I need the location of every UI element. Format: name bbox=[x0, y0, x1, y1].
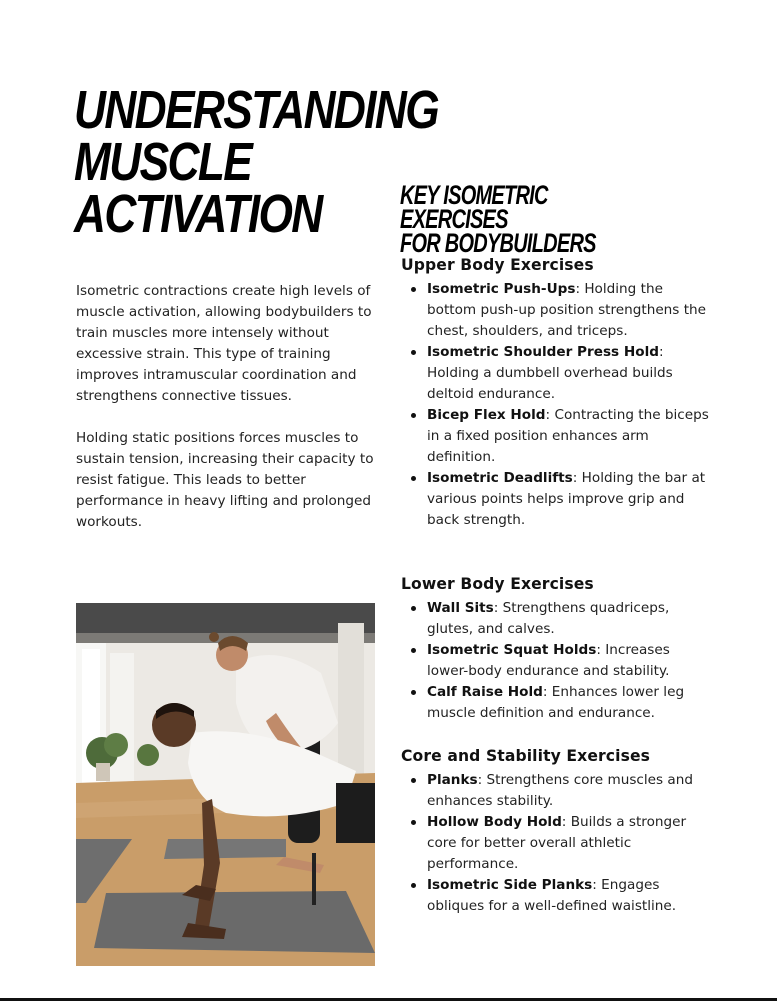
core-stability-section bbox=[401, 746, 711, 917]
exercise-list bbox=[401, 279, 711, 531]
exercise-name: Isometric Squat Holds bbox=[427, 642, 597, 658]
exercise-desc: : Holding a dumbbell overhead builds deltoid endurance. bbox=[427, 344, 673, 402]
exercise-desc: : Strengthens quadriceps, glutes, and calves. bbox=[427, 600, 670, 637]
section-heading: Upper Body Exercises bbox=[401, 256, 594, 274]
exercise-desc: : Holding the bar at various points helps improve grip and back strength. bbox=[427, 470, 706, 528]
list-item bbox=[427, 405, 711, 468]
title-line: UNDERSTANDING bbox=[74, 80, 439, 140]
exercise-list bbox=[401, 770, 711, 917]
intro-text bbox=[76, 281, 376, 554]
list-item bbox=[427, 468, 711, 531]
intro-paragraph: Isometric contractions create high levels of muscle activation, allowing bodybuilders to train muscles more intensely without excessive strain. This type of training improves intramuscular coordination and strengthens connective tissues. bbox=[76, 283, 372, 404]
exercise-desc: : Increases lower-body endurance and stability. bbox=[427, 642, 670, 679]
key-exercises-title bbox=[400, 180, 622, 258]
exercise-desc: : Builds a stronger core for better overall athletic performance. bbox=[427, 814, 687, 872]
list-item bbox=[427, 640, 711, 682]
exercise-name: Isometric Push-Ups bbox=[427, 281, 576, 297]
exercise-name: Isometric Side Planks bbox=[427, 877, 593, 893]
exercise-desc: : Enhances lower leg muscle definition and endurance. bbox=[427, 684, 685, 721]
list-item bbox=[427, 875, 711, 917]
exercise-name: Hollow Body Hold bbox=[427, 814, 562, 830]
list-item bbox=[427, 682, 711, 724]
exercise-name: Isometric Deadlifts bbox=[427, 470, 573, 486]
intro-paragraph: Holding static positions forces muscles to sustain tension, increasing their capacity to resist fatigue. This leads to better performance in heavy lifting and prolonged workouts. bbox=[76, 430, 374, 530]
exercise-name: Isometric Shoulder Press Hold bbox=[427, 344, 659, 360]
list-item bbox=[427, 279, 711, 342]
upper-body-section bbox=[401, 255, 711, 531]
lower-body-section bbox=[401, 574, 711, 724]
list-item bbox=[427, 598, 711, 640]
training-photo bbox=[76, 603, 375, 966]
section-heading: Core and Stability Exercises bbox=[401, 747, 651, 765]
title-line: MUSCLE bbox=[74, 132, 252, 192]
title-line: ACTIVATION bbox=[74, 184, 322, 244]
exercise-name: Planks bbox=[427, 772, 478, 788]
exercise-name: Calf Raise Hold bbox=[427, 684, 543, 700]
exercise-desc: : Contracting the biceps in a fixed position enhances arm definition. bbox=[427, 407, 709, 465]
exercise-name: Wall Sits bbox=[427, 600, 494, 616]
exercise-desc: : Holding the bottom push-up position strengthens the chest, shoulders, and triceps. bbox=[427, 281, 707, 339]
key-title-line: FOR BODYBUILDERS bbox=[400, 228, 596, 258]
key-title-line: KEY ISOMETRIC EXERCISES bbox=[400, 180, 548, 234]
section-heading: Lower Body Exercises bbox=[401, 575, 594, 593]
list-item bbox=[427, 812, 711, 875]
exercise-name: Bicep Flex Hold bbox=[427, 407, 546, 423]
list-item bbox=[427, 342, 711, 405]
list-item bbox=[427, 770, 711, 812]
exercise-desc: : Strengthens core muscles and enhances stability. bbox=[427, 772, 693, 809]
exercise-list bbox=[401, 598, 711, 724]
page-title bbox=[74, 80, 439, 244]
exercise-desc: : Engages obliques for a well-defined waistline. bbox=[427, 877, 677, 914]
